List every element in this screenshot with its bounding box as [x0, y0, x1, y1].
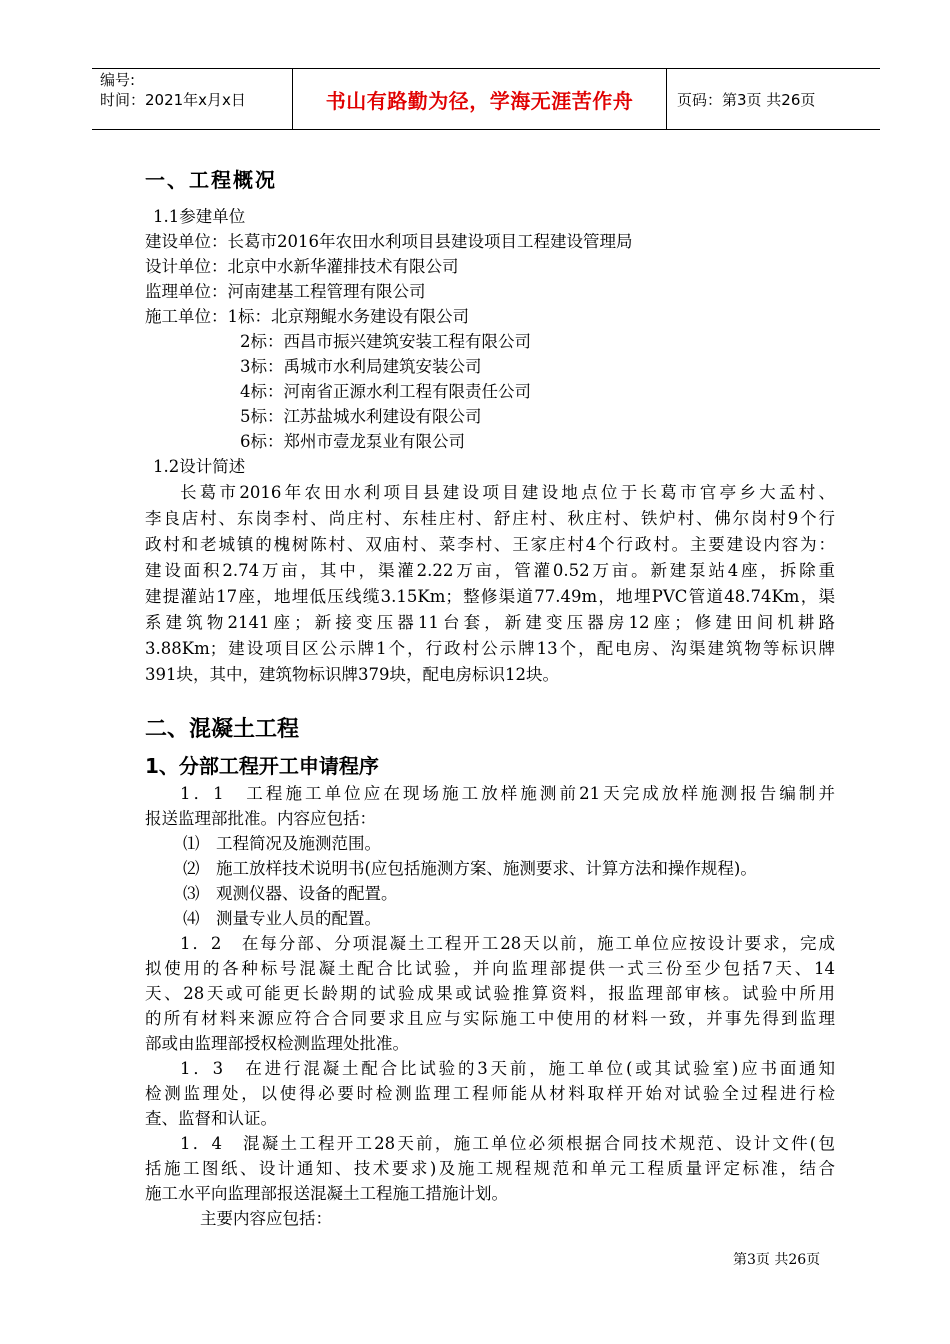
contractor-line: 3标：禹城市水利局建筑安装公司: [240, 357, 482, 376]
contractor-line: 6标：郑州市壹龙泵业有限公司: [240, 432, 465, 451]
section1-sub2: 1.2设计简述: [153, 457, 246, 476]
contractor-line: 2标：西昌市振兴建筑安装工程有限公司: [240, 332, 531, 351]
para-1-3: 1．3 在进行混凝土配合比试验的3天前，施工单位(或其试验室)应书面通知: [180, 1059, 835, 1078]
time-label: 时间：2021年x月x日: [100, 91, 246, 109]
page-number-label: 页码：第3页 共26页: [677, 90, 816, 109]
contractor-line: 4标：河南省正源水利工程有限责任公司: [240, 382, 531, 401]
para-1-5: 主要内容应包括：: [200, 1209, 332, 1228]
contractor-line: 5标：江苏盐城水利建设有限公司: [240, 407, 482, 426]
para-1-1: 1．1 工程施工单位应在现场施工放样施测前21天完成放样施测报告编制并: [180, 784, 835, 803]
para-1-2: 部或由监理部授权检测监理处批准。: [145, 1034, 409, 1053]
para-1-1: 报送监理部批准。内容应包括：: [145, 809, 376, 828]
para-1-3: 检测监理处，以使得必要时检测监理工程师能从材料取样开始对试验全过程进行检: [145, 1084, 835, 1103]
list-item: ⑶ 观测仪器、设备的配置。: [183, 884, 398, 903]
desc-line: 建提灌站17座，地埋低压线缆3.15Km；整修渠道77.49m，地埋PVC管道48.74Km，渠: [145, 587, 835, 606]
para-1-4: 括施工图纸、设计通知、技术要求)及施工规程规范和单元工程质量评定标准，结合: [145, 1159, 835, 1178]
para-1-2: 拟使用的各种标号混凝土配合比试验，并向监理部提供一式三份至少包括7天、14: [145, 959, 835, 978]
motto-text: 书山有路勤为径，学海无涯苦作舟: [325, 88, 634, 113]
footer-page-number: 第3页 共26页: [733, 1252, 821, 1268]
section2-title: 二、混凝土工程: [145, 717, 300, 742]
para-1-2: 天、28天或可能更长龄期的试验成果或试验推算资料，报监理部审核。试验中所用: [145, 984, 835, 1003]
desc-line: 391块，其中，建筑物标识牌379块，配电房标识12块。: [145, 665, 559, 684]
number-label: 编号:: [100, 71, 136, 89]
header-motto-cell: [293, 69, 667, 129]
contractor-line: 施工单位：1标：北京翔鲲水务建设有限公司: [145, 307, 469, 326]
section1-sub1: 1.1参建单位: [153, 207, 246, 226]
header-page-cell: [667, 69, 880, 129]
desc-line: 3.88Km；建设项目区公示牌1个，行政村公示牌13个，配电房、沟渠建筑物等标识牌: [145, 639, 835, 658]
desc-line: 李良店村、东岗李村、尚庄村、东桂庄村、舒庄村、秋庄村、铁炉村、佛尔岗村9个行: [145, 509, 835, 528]
section1-title: 一、工程概况: [145, 168, 277, 192]
builder-line: 建设单位：长葛市2016年农田水利项目县建设项目工程建设管理局: [145, 232, 633, 251]
desc-line: 长葛市2016年农田水利项目县建设项目建设地点位于长葛市官亭乡大孟村、: [180, 483, 835, 502]
list-item: ⑴ 工程简况及施测范围。: [183, 834, 381, 853]
desc-line: 政村和老城镇的槐树陈村、双庙村、菜李村、王家庄村4个行政村。主要建设内容为：: [145, 535, 835, 554]
para-1-3: 查、监督和认证。: [145, 1109, 277, 1128]
para-1-4: 施工水平向监理部报送混凝土工程施工措施计划。: [145, 1184, 508, 1203]
para-1-4: 1．4 混凝土工程开工28天前，施工单位必须根据合同技术规范、设计文件(包: [180, 1134, 835, 1153]
para-1-2: 1．2 在每分部、分项混凝土工程开工28天以前，施工单位应按设计要求，完成: [180, 934, 835, 953]
supervisor-line: 监理单位：河南建基工程管理有限公司: [145, 282, 426, 301]
section2-sub1: 1、分部工程开工申请程序: [145, 754, 379, 778]
desc-line: 系建筑物2141座；新接变压器11台套，新建变压器房12座；修建田间机耕路: [145, 613, 835, 632]
para-1-2: 的所有材料来源应符合合同要求且应与实际施工中使用的材料一致，并事先得到监理: [145, 1009, 835, 1028]
designer-line: 设计单位：北京中水新华灌排技术有限公司: [145, 257, 459, 276]
list-item: ⑷ 测量专业人员的配置。: [183, 909, 381, 928]
desc-line: 建设面积2.74万亩，其中，渠灌2.22万亩，管灌0.52万亩。新建泵站4座，拆除重: [145, 561, 835, 580]
page-header: [92, 68, 880, 130]
header-left-cell: [92, 69, 293, 129]
list-item: ⑵ 施工放样技术说明书(应包括施测方案、施测要求、计算方法和操作规程)。: [183, 859, 757, 878]
